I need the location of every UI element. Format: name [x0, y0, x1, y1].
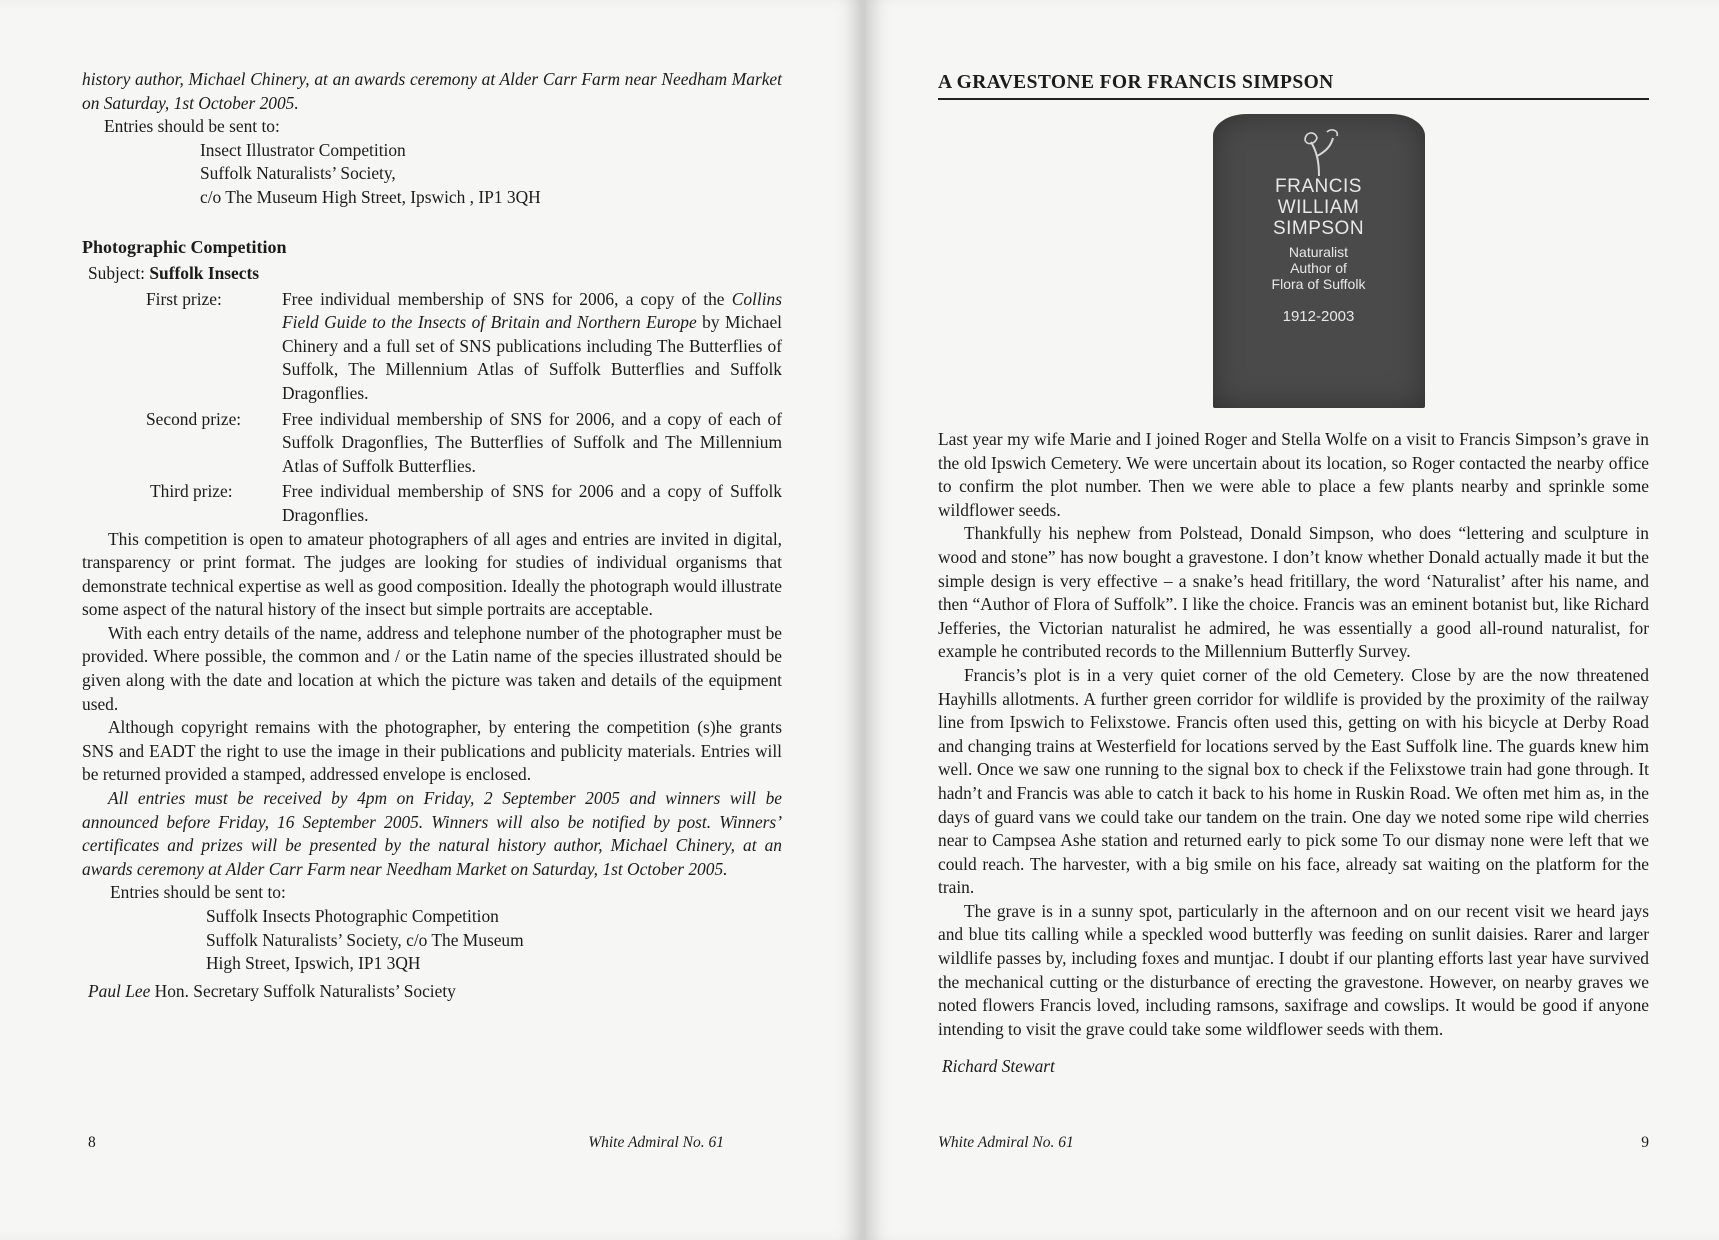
prize-text [282, 288, 782, 406]
prize-label: Third prize: [150, 481, 233, 502]
role-line: Author of [1290, 260, 1347, 276]
article-title: A GRAVESTONE FOR FRANCIS SIMPSON [938, 72, 1649, 100]
prize-label: Second prize: [146, 408, 242, 429]
gravestone-dates: 1912-2003 [1282, 308, 1355, 325]
gravestone [1213, 114, 1425, 408]
third-prize [82, 480, 782, 527]
intro-tail: history author, Michael Chinery, at an awards ceremony at Alder Carr Farm near Needham Market on Saturday, 1st October 2005. [82, 69, 782, 113]
right-page [866, 0, 1719, 1240]
paragraph: This competition is open to amateur photographers of all ages and entries are invited in digital, transparency or print format. The judges are looking for studies of individual organisms that demonstrate technical expertise as well as good composition. Ideally the photograph would illustrate some aspect of the natural history of the insect but simple portraits are acceptable. [82, 528, 782, 620]
deadline-paragraph: All entries must be received by 4pm on Friday, 2 September 2005 and winners will be announced before Friday, 16 September 2005. Winners will also be notified by post. Winners’ certificates and prizes will be presented by the natural history author, Michael Chinery, at an awards ceremony at Alder Carr Farm near Needham Market on Saturday, 1st October 2005. [82, 788, 782, 879]
gravestone-photo [988, 114, 1649, 408]
address-line: Insect Illustrator Competition [200, 139, 406, 160]
paragraph: Last year my wife Marie and I joined Roger and Stella Wolfe on a visit to Francis Simpson’s grave in the old Ipswich Cemetery. We were uncertain about its location, so Roger contacted the nearby office to confirm the plot number. Then we were able to place a few plants nearby and sprinkle some wildflower seeds. [938, 429, 1649, 520]
page-number: 9 [1641, 1134, 1649, 1151]
signature [88, 980, 782, 1004]
fritillary-icon [1213, 126, 1425, 180]
role-line: Naturalist [1288, 244, 1349, 260]
subject-line [88, 260, 782, 286]
paragraph: The grave is in a sunny spot, particularly in the afternoon and on our recent visit we heard jays and blue tits calling while a speckled wood butterfly was feeding on sunlit daisies. Rarer and larger wildlife passes by, including foxes and muntjac. I doubt if our planting efforts last year have survived the mechanical cutting or the disturbance of erecting the gravestone. However, on nearby graves we noted flowers Francis loved, including ramsons, saxifrage and cowslips. It would be good if anyone intending to visit the grave could take some wildflower seeds with them. [938, 900, 1649, 1039]
subject-label: Subject: [88, 262, 145, 283]
address-line: Suffolk Naturalists’ Society, c/o The Museum [206, 929, 524, 950]
running-title: White Admiral No. 61 [938, 1134, 1074, 1151]
address-line: High Street, Ipswich, IP1 3QH [206, 953, 421, 974]
prize-text-end: by Michael Chinery and a full set of SNS publications including The Butterflies of Suffolk, The Millennium Atlas of Suffolk Butterflies and Suffolk Dragonflies. [282, 312, 782, 403]
author-signature: Richard Stewart [942, 1056, 1055, 1077]
gravestone-role [1213, 244, 1425, 292]
running-title: White Admiral No. 61 [588, 1134, 724, 1151]
entries-label: Entries should be sent to: [110, 882, 286, 903]
paragraph: With each entry details of the name, address and telephone number of the photographer must be provided. Where possible, the common and / or the Latin name of the species illustrated should be given along with the date and location at which the picture was taken and details of the equipment used. [82, 622, 782, 714]
first-prize [82, 288, 782, 406]
address-line: Suffolk Insects Photographic Competition [206, 906, 499, 926]
second-prize [82, 408, 782, 479]
signature-role: Hon. Secretary Suffolk Naturalists’ Society [150, 980, 456, 1001]
paragraph: Francis’s plot is in a very quiet corner of the old Cemetery. Close by are the now threatened Hayhills allotments. A further green corridor for wildlife is provided by the proximity of the railway line from Ipswich to Felixstowe. Francis often used this, getting on with his bicycle at Derby Road and changing trains at Westerfield for locations served by the East Suffolk line. The guards knew him well. Once we saw one running to the signal box to check if the Felixstowe train had gone through. It hadn’t and Francis was able to catch it back to his home in Ruskin Road. We often met him as, in the days of guard vans we could take our tandem on the train. One day we noted some ripe wild cherries near to Campsea Ashe station and returned early to pick some To our dismay none were left that we could reach. The harvester, with a big smile on his face, already sat waiting on the platform for the train. [938, 664, 1649, 898]
prize-text: Free individual membership of SNS for 2006, and a copy of each of Suffolk Dragonflies, The Butterflies of Suffolk and The Millennium Atlas of Suffolk Butterflies. [282, 408, 782, 476]
book-title: Collins Field Guide to the Insects of Britain and Northern Europe [282, 288, 782, 333]
section-heading: Photographic Competition [82, 236, 287, 257]
gravestone-name [1213, 176, 1425, 239]
name-line: WILLIAM [1277, 197, 1360, 218]
paragraph: Although copyright remains with the photographer, by entering the competition (s)he grants SNS and EADT the right to use the image in their publications and publicity materials. Entries will be returned provided a stamped, addressed envelope is enclosed. [82, 717, 782, 785]
subject-value: Suffolk Insects [149, 262, 260, 283]
prize-text: Free individual membership of SNS for 2006 and a copy of Suffolk Dragonflies. [282, 481, 782, 525]
prize-text-start: Free individual membership of SNS for 2006, a copy of the [282, 288, 732, 309]
role-line: Flora of Suffolk [1271, 276, 1366, 292]
page-number: 8 [88, 1134, 96, 1151]
entries-label: Entries should be sent to: [104, 116, 280, 137]
paragraph: Thankfully his nephew from Polstead, Donald Simpson, who does “lettering and sculpture in wood and stone” has now bought a gravestone. I don’t know whether Donald actually made it but the simple design is very effective – a snake’s head fritillary, the word ‘Naturalist’ after his name, and then “Author of Flora of Suffolk”. I like the choice. Francis was an eminent botanist but, like Richard Jefferies, the Victorian naturalist he admired, he was essentially a good all-round naturalist, for example he contributed records to the Millennium Butterfly Survey. [938, 523, 1649, 662]
name-line: FRANCIS [1275, 176, 1362, 197]
signature-name: Paul Lee [88, 980, 151, 1001]
name-line: SIMPSON [1272, 218, 1365, 239]
address-line: c/o The Museum High Street, Ipswich , IP1 3QH [200, 186, 541, 207]
prize-label: First prize: [146, 288, 222, 309]
address-line: Suffolk Naturalists’ Society, [200, 163, 396, 184]
